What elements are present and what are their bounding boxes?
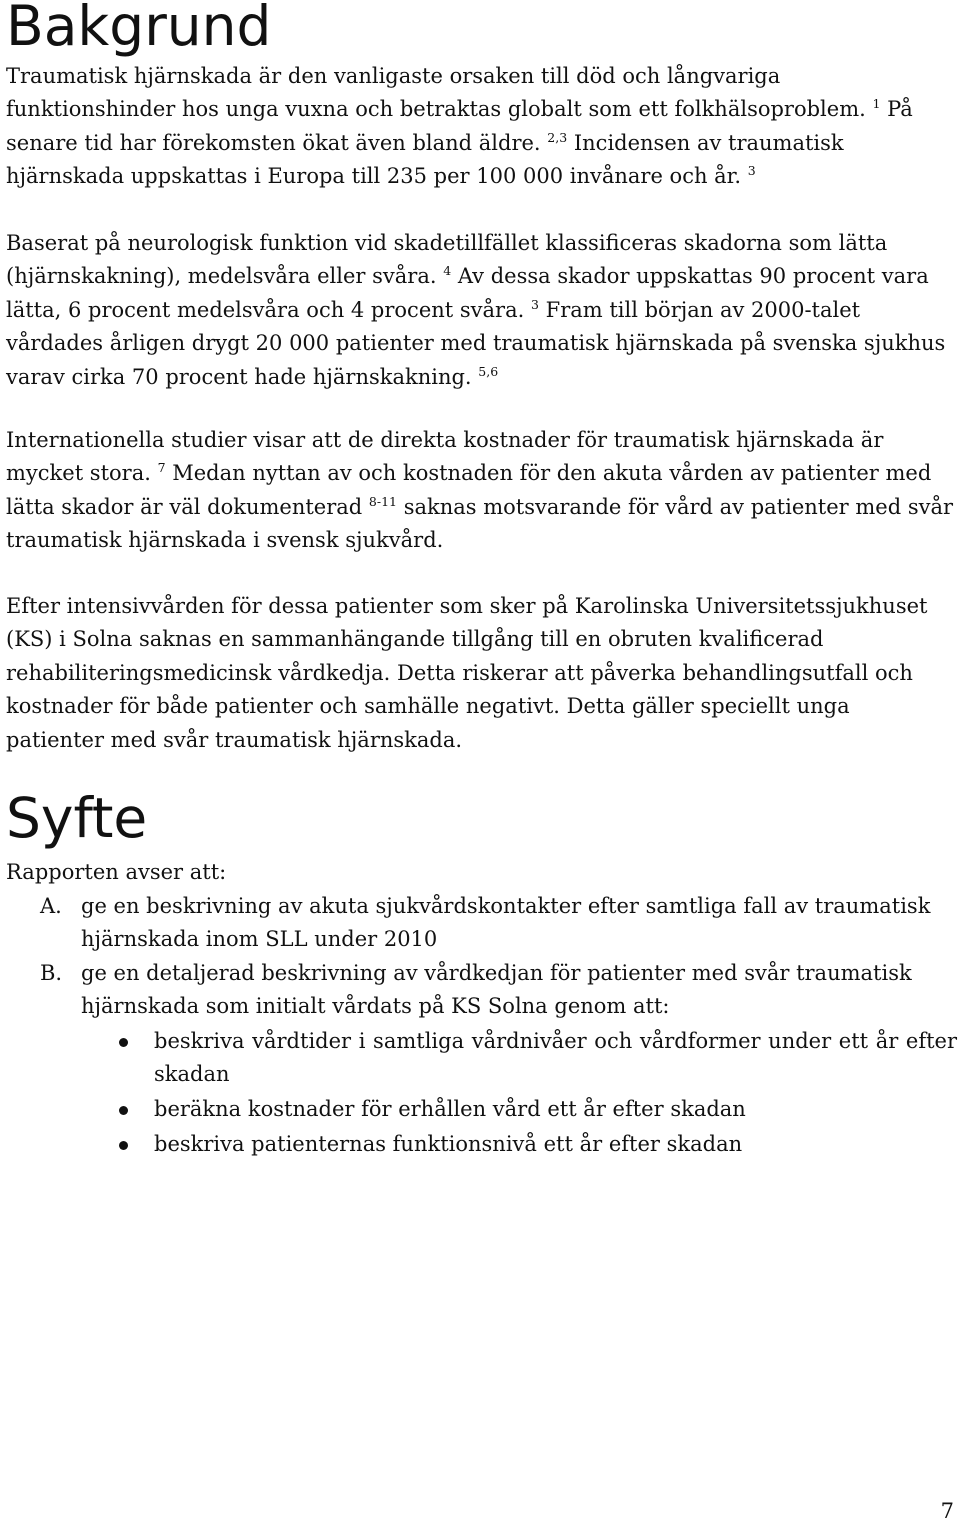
list-marker: B.	[40, 961, 63, 985]
paragraph-text: saknas motsvarande för vård av patienter med svår traumatisk hjärnskada i svensk sjukvård.	[6, 494, 954, 553]
reference-marker: 2,3	[547, 129, 568, 145]
heading-bakgrund: Bakgrund	[6, 0, 272, 58]
bullet-item-text: beskriva vårdtider i samtliga vårdnivåer och vårdformer under ett år efter skadan	[154, 1029, 957, 1087]
heading-syfte: Syfte	[6, 786, 148, 850]
paragraph-background-2	[6, 227, 954, 394]
paragraph-background-1	[6, 60, 951, 194]
list-item-text: ge en beskrivning av akuta sjukvårdskontakter efter samtliga fall av traumatisk hjärnskada inom SLL under 2010	[81, 894, 931, 952]
paragraph-background-4: Efter intensivvården för dessa patienter som sker på Karolinska Universitetssjukhuset (KS) i Solna saknas en sammanhängande tillgång till en obruten kvalificerad rehabiliteringsmedicinsk vårdkedja. Detta riskerar att påverka behandlingsutfall och kostnader för både patienter och samhälle negativt. Detta gäller speciellt unga patienter med svår traumatisk hjärnskada.	[6, 594, 928, 752]
purpose-intro: Rapporten avser att:	[6, 860, 227, 884]
bullet-item-text: beskriva patienternas funktionsnivå ett år efter skadan	[154, 1132, 743, 1156]
paragraph-text: Traumatisk hjärnskada är den vanligaste orsaken till död och långvariga funktionshinder hos unga vuxna och betraktas globalt som ett folkhälsoproblem.	[6, 64, 866, 122]
list-marker: A.	[40, 894, 62, 918]
bullet-icon	[119, 1038, 128, 1047]
paragraph-text: Baserat på neurologisk funktion vid skadetillfället klassificeras skadorna som lätta (hjärnskakning), medelsvåra eller svåra.	[6, 231, 888, 289]
reference-marker: 4	[443, 263, 452, 279]
bullet-item-text: beräkna kostnader för erhållen vård ett år efter skadan	[154, 1097, 746, 1121]
reference-marker: 7	[157, 460, 166, 476]
paragraph-text: Fram till början av 2000-talet vårdades årligen drygt 20 000 patienter med traumatisk hjärnskada på svenska sjukhus varav cirka 70 procent hade hjärnskakning.	[6, 297, 946, 389]
paragraph-text: På senare tid har förekomsten ökat även bland äldre.	[6, 97, 913, 155]
bullet-icon	[119, 1106, 128, 1115]
reference-marker: 1	[872, 96, 881, 112]
reference-marker: 3	[747, 163, 756, 179]
reference-marker: 5,6	[478, 363, 499, 379]
paragraph-text: Internationella studier visar att de direkta kostnader för traumatisk hjärnskada är mycket stora.	[6, 428, 884, 486]
reference-marker: 3	[530, 296, 539, 312]
paragraph-text: Incidensen av traumatisk hjärnskada uppskattas i Europa till 235 per 100 000 invånare och år.	[6, 130, 844, 189]
bullet-icon	[119, 1141, 128, 1150]
paragraph-text: Medan nyttan av och kostnaden för den akuta vården av patienter med lätta skador är väl dokumenterad	[6, 461, 932, 519]
paragraph-text: Av dessa skador uppskattas 90 procent vara lätta, 6 procent medelsvåra och 4 procent svåra.	[6, 264, 929, 322]
list-item-text: ge en detaljerad beskrivning av vårdkedjan för patienter med svår traumatisk hjärnskada som initialt vårdats på KS Solna genom att:	[81, 961, 912, 1019]
paragraph-background-3	[6, 424, 954, 558]
page-number: 7	[940, 1499, 954, 1523]
reference-marker: 8-11	[368, 493, 397, 509]
